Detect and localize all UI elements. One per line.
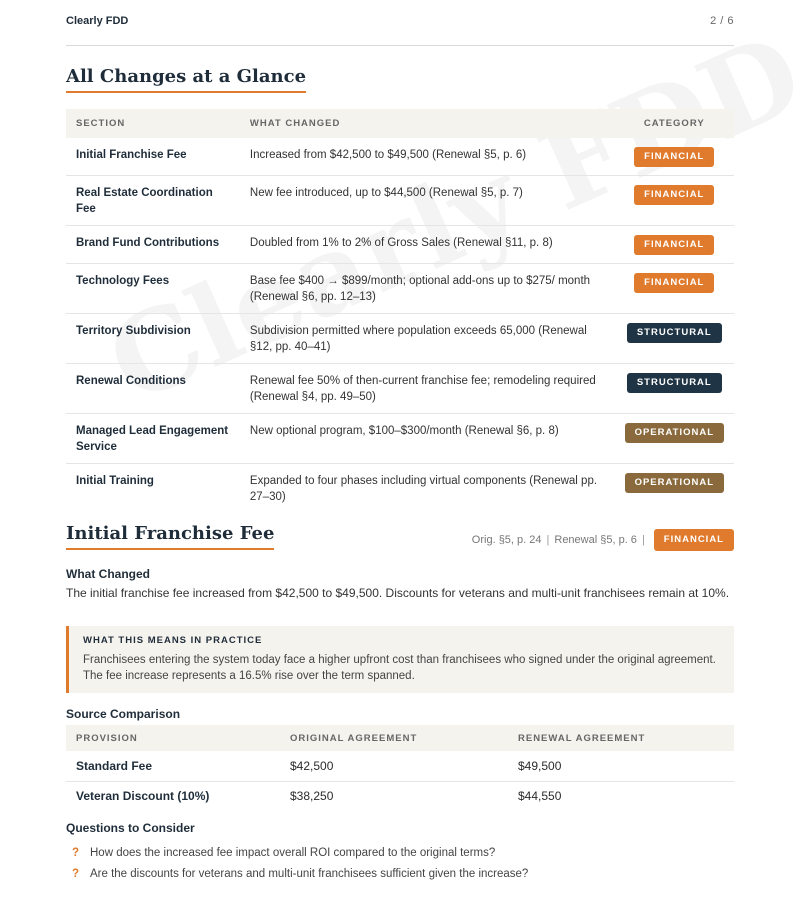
questions-list bbox=[72, 842, 528, 884]
renewal-cell: $44,550 bbox=[518, 789, 562, 804]
renewal-cell: $49,500 bbox=[508, 751, 734, 781]
list-item bbox=[72, 842, 528, 863]
section-cell: Brand Fund Contributions bbox=[66, 226, 240, 264]
column-header-category: CATEGORY bbox=[615, 109, 734, 138]
section-title-summary: All Changes at a Glance bbox=[66, 66, 306, 93]
reference-separator: | bbox=[641, 534, 645, 546]
category-badge: STRUCTURAL bbox=[627, 323, 722, 343]
category-badge: OPERATIONAL bbox=[625, 423, 724, 443]
brand-name: Clearly FDD bbox=[66, 14, 129, 27]
column-header-provision: PROVISION bbox=[66, 725, 280, 751]
reference-row bbox=[472, 529, 734, 551]
category-badge: FINANCIAL bbox=[654, 529, 734, 551]
table-row bbox=[66, 314, 734, 364]
table-row bbox=[66, 414, 734, 464]
section-cell: Renewal Conditions bbox=[66, 364, 240, 414]
question-text: Are the discounts for veterans and multi-unit franchisees sufficient given the increase? bbox=[90, 867, 529, 880]
questions-heading: Questions to Consider bbox=[66, 821, 195, 835]
question-mark-icon: ? bbox=[72, 846, 80, 859]
source-comparison-table bbox=[66, 725, 734, 811]
section-cell: Initial Training bbox=[76, 475, 154, 487]
category-badge: FINANCIAL bbox=[634, 185, 714, 205]
change-cell: New fee introduced, up to $44,500 (Renewal §5, p. 7) bbox=[240, 176, 615, 226]
detail-header bbox=[66, 523, 734, 551]
what-changed-heading: What Changed bbox=[66, 567, 150, 581]
column-header-section: SECTION bbox=[66, 109, 240, 138]
column-header-original: ORIGINAL AGREEMENT bbox=[280, 725, 508, 751]
page-header bbox=[66, 0, 734, 46]
table-row bbox=[66, 138, 734, 176]
question-text: How does the increased fee impact overall ROI compared to the original terms? bbox=[90, 846, 496, 859]
section-cell: Initial Franchise Fee bbox=[66, 138, 240, 176]
page-number: 2 / 6 bbox=[710, 14, 734, 27]
provision-cell: Veteran Discount (10%) bbox=[76, 789, 210, 804]
table-row bbox=[66, 364, 734, 414]
change-cell: Doubled from 1% to 2% of Gross Sales (Renewal §11, p. 8) bbox=[240, 226, 615, 264]
change-cell: Subdivision permitted where population exceeds 65,000 (Renewal §12, pp. 40–41) bbox=[240, 314, 615, 364]
category-cell bbox=[615, 414, 734, 464]
callout-text: Franchisees entering the system today face a higher upfront cost than franchisees who signed under the original agreement. The fee increase represents a 16.5% rise over the term spanned. bbox=[83, 654, 716, 682]
table-row bbox=[66, 264, 734, 314]
renewal-reference: Renewal §5, p. 6 bbox=[554, 534, 637, 546]
category-cell bbox=[615, 226, 734, 264]
table-row bbox=[66, 781, 734, 811]
change-cell: New optional program, $100–$300/month (Renewal §6, p. 8) bbox=[240, 414, 615, 464]
original-reference: Orig. §5, p. 24 bbox=[471, 534, 542, 546]
category-cell bbox=[615, 464, 734, 514]
list-item bbox=[72, 863, 528, 884]
change-cell: Renewal fee 50% of then-current franchise fee; remodeling required (Renewal §4, pp. 49–50) bbox=[240, 364, 615, 414]
section-title-detail: Initial Franchise Fee bbox=[66, 523, 274, 550]
change-cell: Expanded to four phases including virtual components (Renewal pp. 27–30) bbox=[249, 475, 598, 503]
table-row bbox=[66, 176, 734, 226]
category-badge: FINANCIAL bbox=[634, 147, 714, 167]
category-cell bbox=[615, 364, 734, 414]
original-cell: $42,500 bbox=[280, 751, 508, 781]
category-badge: STRUCTURAL bbox=[627, 373, 722, 393]
table-row bbox=[66, 226, 734, 264]
category-cell bbox=[615, 264, 734, 314]
category-cell bbox=[615, 176, 734, 226]
summary-table bbox=[66, 109, 734, 513]
table-row bbox=[66, 464, 734, 514]
column-header-renewal: RENEWAL AGREEMENT bbox=[508, 725, 734, 751]
category-cell bbox=[615, 138, 734, 176]
section-cell: Territory Subdivision bbox=[66, 314, 240, 364]
change-cell: Increased from $42,500 to $49,500 (Renewal §5, p. 6) bbox=[240, 138, 615, 176]
question-mark-icon: ? bbox=[72, 867, 80, 880]
column-header-changed: WHAT CHANGED bbox=[240, 109, 615, 138]
what-changed-text: The initial franchise fee increased from $42,500 to $49,500. Discounts for veterans and multi-unit franchisees remain at 10%. bbox=[66, 586, 730, 600]
provision-cell: Standard Fee bbox=[66, 751, 280, 781]
section-cell: Technology Fees bbox=[66, 264, 240, 314]
category-cell bbox=[615, 314, 734, 364]
reference-separator: | bbox=[546, 534, 550, 546]
original-cell: $38,250 bbox=[290, 789, 334, 804]
table-row bbox=[66, 751, 734, 781]
category-badge: FINANCIAL bbox=[634, 273, 714, 293]
section-cell: Real Estate Coordination Fee bbox=[66, 176, 240, 226]
source-comparison-heading: Source Comparison bbox=[66, 707, 181, 721]
category-badge: FINANCIAL bbox=[634, 235, 714, 255]
callout-title: WHAT THIS MEANS IN PRACTICE bbox=[83, 635, 263, 646]
section-cell: Managed Lead Engagement Service bbox=[66, 414, 240, 464]
page bbox=[66, 0, 734, 880]
category-badge: OPERATIONAL bbox=[625, 473, 724, 493]
practice-callout bbox=[66, 626, 734, 693]
change-cell: Base fee $400 → $899/month; optional add-ons up to $275/ month (Renewal §6, pp. 12–13) bbox=[240, 264, 615, 314]
